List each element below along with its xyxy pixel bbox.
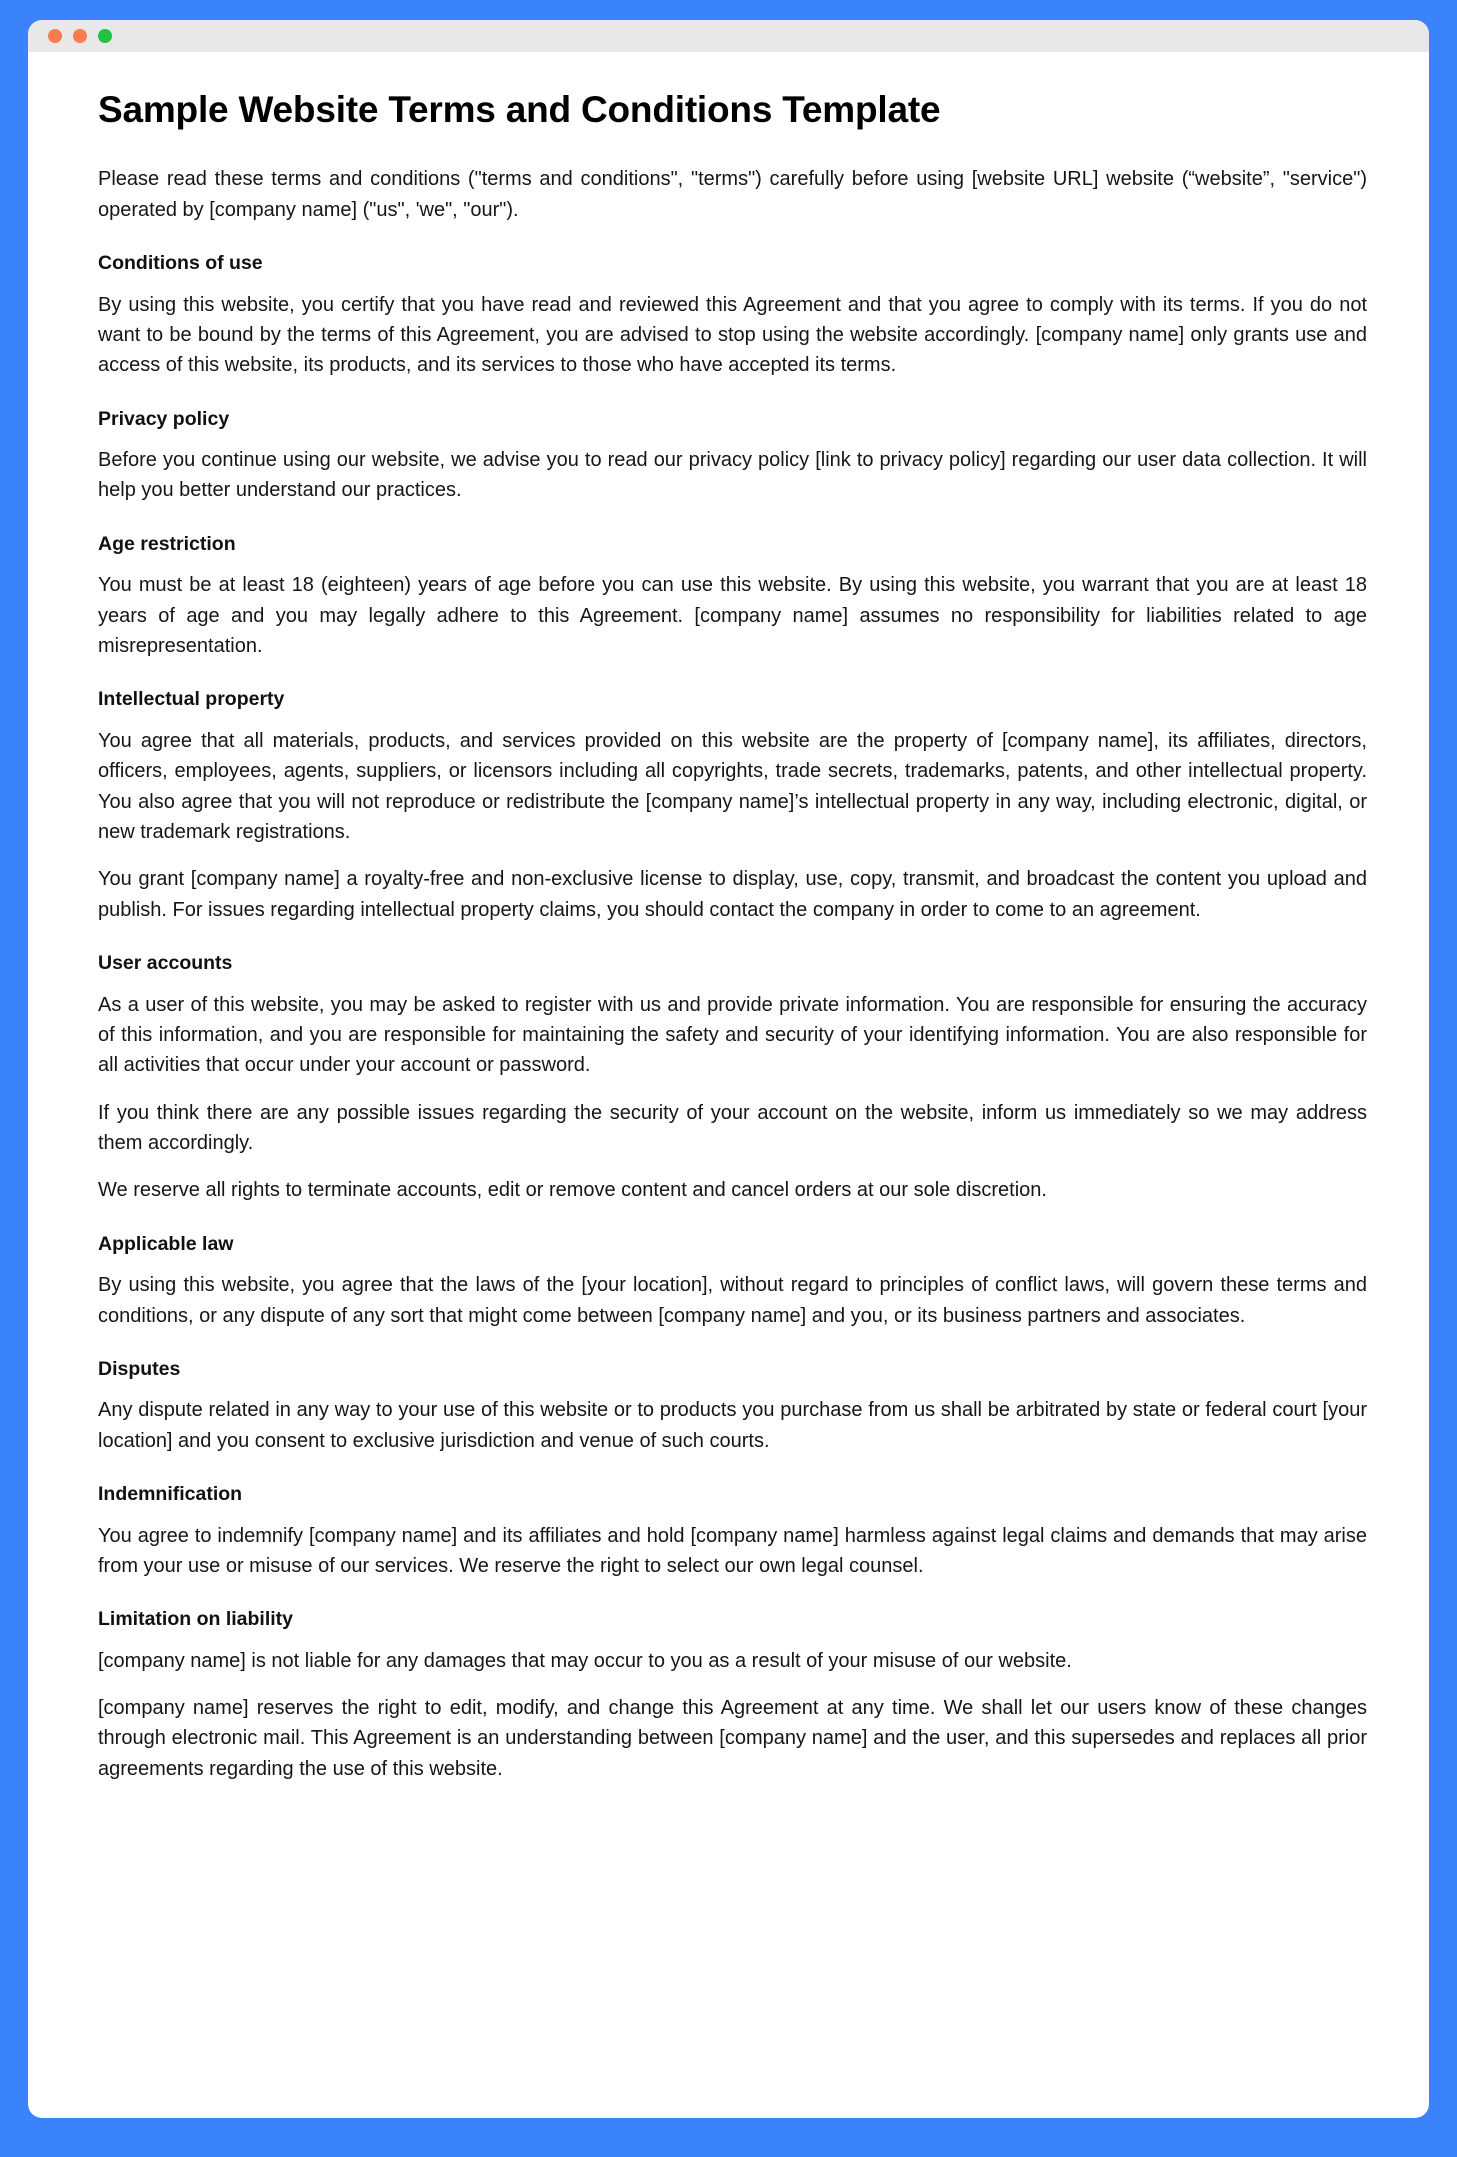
intro-paragraph: Please read these terms and conditions ("terms and conditions", "terms") carefully before using [website URL] website (“website”, "service") operated by [company name] ("us", 'we", "our"). [98,168,1367,221]
section-paragraph: Before you continue using our website, we advise you to read our privacy policy [link to privacy policy] regarding our user data collection. It will help you better understand our practices. [98,449,1367,502]
document-section [98,1232,1367,1331]
document-sections [98,251,1367,1784]
section-heading: Indemnification [98,1483,243,1506]
section-heading: Intellectual property [98,688,285,711]
maximize-dot[interactable] [98,29,112,43]
close-dot[interactable] [48,29,62,43]
section-paragraph: We reserve all rights to terminate accounts, edit or remove content and cancel orders at our sole discretion. [98,1179,1047,1202]
browser-window [28,20,1429,2118]
section-paragraph: You grant [company name] a royalty-free and non-exclusive license to display, use, copy, transmit, and broadcast the content you upload and publish. For issues regarding intellectual property claims, you should contact the company in order to come to an agreement. [98,868,1367,921]
section-paragraph: As a user of this website, you may be asked to register with us and provide private information. You are responsible for ensuring the accuracy of this information, and you are responsible for maintaining the safety and security of your identifying information. You are also responsible for all activities that occur under your account or password. [98,993,1367,1077]
document-section [98,1357,1367,1456]
section-heading: Applicable law [98,1232,234,1255]
document-section [98,1607,1367,1784]
section-paragraph: You agree to indemnify [company name] and its affiliates and hold [company name] harmless against legal claims and demands that may arise from your use or misuse of our services. We reserve the right to select our own legal counsel. [98,1524,1367,1577]
window-title-bar [28,20,1429,52]
section-paragraph: By using this website, you agree that the laws of the [your location], without regard to principles of conflict laws, will govern these terms and conditions, or any dispute of any sort that might come between [company name] and you, or its business partners and associates. [98,1274,1367,1327]
document-section [98,407,1367,506]
section-heading: Limitation on liability [98,1608,293,1631]
document-section [98,951,1367,1206]
document-section [98,1482,1367,1581]
section-paragraph: [company name] is not liable for any damages that may occur to you as a result of your misuse of our website. [98,1649,1072,1672]
page-title: Sample Website Terms and Conditions Template [98,89,941,130]
section-paragraph: If you think there are any possible issues regarding the security of your account on the website, inform us immediately so we may address them accordingly. [98,1101,1367,1155]
document-section [98,251,1367,381]
document-section [98,532,1367,662]
section-heading: User accounts [98,952,233,975]
section-paragraph: You agree that all materials, products, and services provided on this website are the property of [company name], its affiliates, directors, officers, employees, agents, suppliers, or licensors including all copyrights, trade secrets, trademarks, patents, and other intellectual property. You also agree that you will not reproduce or redistribute the [company name]’s intellectual property in any way, including electronic, digital, or new trademark registrations. [98,729,1367,843]
section-heading: Disputes [98,1358,181,1381]
section-heading: Conditions of use [98,252,263,275]
section-paragraph: By using this website, you certify that you have read and reviewed this Agreement and that you agree to comply with its terms. If you do not want to be bound by the terms of this Agreement, you are advised to stop using the website accordingly. [company name] only grants use and access of this website, its products, and its services to those who have accepted its terms. [98,293,1367,377]
section-heading: Privacy policy [98,407,230,430]
minimize-dot[interactable] [73,29,87,43]
document-section [98,687,1367,925]
section-paragraph: You must be at least 18 (eighteen) years of age before you can use this website. By using this website, you warrant that you are at least 18 years of age and you may legally adhere to this Agreement. [company name] assumes no responsibility for liabilities related to age misrepresentation. [98,574,1367,658]
section-paragraph: Any dispute related in any way to your use of this website or to products you purchase from us shall be arbitrated by state or federal court [your location] and you consent to exclusive jurisdiction and venue of such courts. [98,1399,1367,1452]
section-heading: Age restriction [98,532,236,555]
document-page [28,52,1429,1824]
section-paragraph: [company name] reserves the right to edit, modify, and change this Agreement at any time. We shall let our users know of these changes through electronic mail. This Agreement is an understanding between [company name] and the user, and this supersedes and replaces all prior agreements regarding the use of this website. [98,1697,1367,1780]
